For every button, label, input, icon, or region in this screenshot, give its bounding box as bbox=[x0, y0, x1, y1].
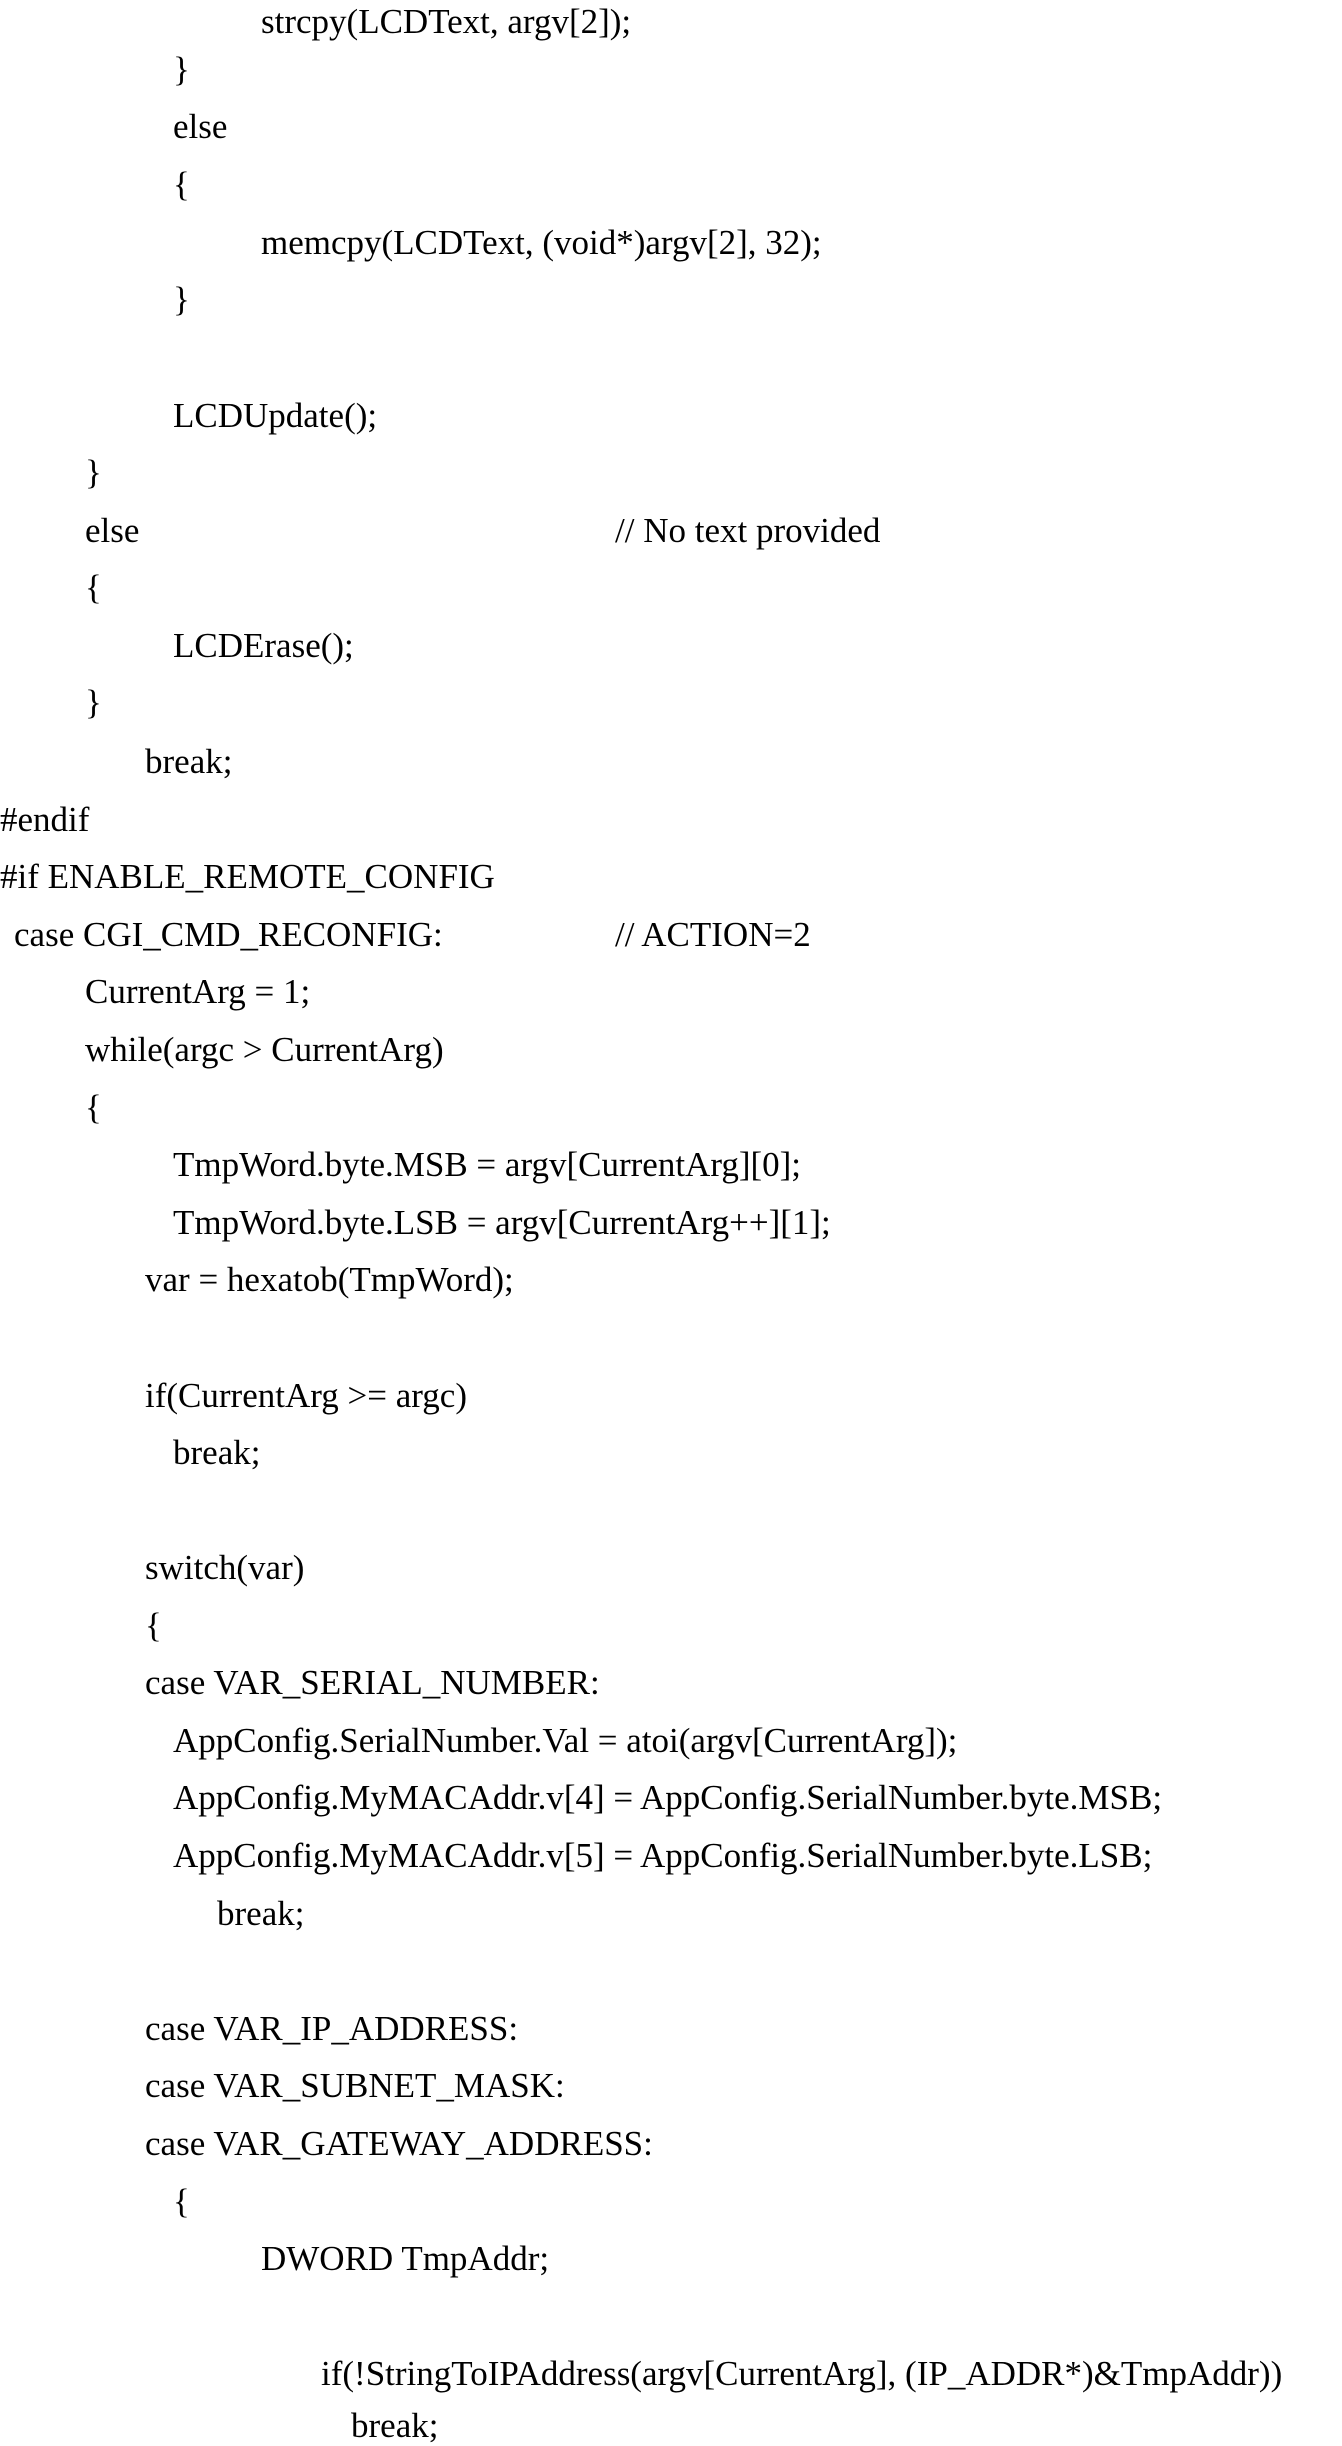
code-line: break; bbox=[351, 2406, 439, 2445]
code-line: { bbox=[173, 2182, 190, 2221]
code-line: else bbox=[173, 107, 228, 146]
code-line: switch(var) bbox=[145, 1548, 305, 1587]
code-line: { bbox=[145, 1606, 162, 1645]
code-line: break; bbox=[145, 742, 233, 781]
code-line: { bbox=[85, 1088, 102, 1127]
code-comment: // ACTION=2 bbox=[615, 915, 811, 954]
code-line: } bbox=[85, 453, 102, 492]
code-line: case VAR_IP_ADDRESS: bbox=[145, 2009, 519, 2048]
code-line: { bbox=[85, 568, 102, 607]
code-line: memcpy(LCDText, (void*)argv[2], 32); bbox=[261, 223, 822, 262]
code-line: #if ENABLE_REMOTE_CONFIG bbox=[0, 857, 495, 896]
code-line: } bbox=[85, 683, 102, 722]
code-line: LCDUpdate(); bbox=[173, 396, 378, 435]
code-line: } bbox=[173, 50, 190, 89]
code-line: case VAR_SUBNET_MASK: bbox=[145, 2066, 565, 2105]
code-comment: // No text provided bbox=[615, 511, 881, 550]
code-line: case CGI_CMD_RECONFIG: bbox=[14, 915, 443, 954]
code-line: else bbox=[85, 511, 140, 550]
code-line: case VAR_SERIAL_NUMBER: bbox=[145, 1663, 600, 1702]
code-line: break; bbox=[173, 1433, 261, 1472]
code-line: DWORD TmpAddr; bbox=[261, 2239, 550, 2278]
code-line: strcpy(LCDText, argv[2]); bbox=[261, 2, 632, 41]
code-line: AppConfig.MyMACAddr.v[4] = AppConfig.SerialNumber.byte.MSB; bbox=[173, 1778, 1163, 1817]
code-line: TmpWord.byte.LSB = argv[CurrentArg++][1]; bbox=[173, 1203, 831, 1242]
code-line: break; bbox=[217, 1894, 305, 1933]
code-line: TmpWord.byte.MSB = argv[CurrentArg][0]; bbox=[173, 1145, 802, 1184]
code-line: #endif bbox=[0, 800, 90, 839]
code-line: AppConfig.SerialNumber.Val = atoi(argv[CurrentArg]); bbox=[173, 1721, 958, 1760]
code-line: while(argc > CurrentArg) bbox=[85, 1030, 444, 1069]
code-line: { bbox=[173, 165, 190, 204]
code-line: if(!StringToIPAddress(argv[CurrentArg], (IP_ADDR*)&TmpAddr)) bbox=[321, 2354, 1283, 2393]
code-line: AppConfig.MyMACAddr.v[5] = AppConfig.SerialNumber.byte.LSB; bbox=[173, 1836, 1153, 1875]
code-line: if(CurrentArg >= argc) bbox=[145, 1376, 467, 1415]
code-line: CurrentArg = 1; bbox=[85, 972, 311, 1011]
code-line: case VAR_GATEWAY_ADDRESS: bbox=[145, 2124, 653, 2163]
code-line: } bbox=[173, 280, 190, 319]
code-line: LCDErase(); bbox=[173, 626, 354, 665]
code-line: var = hexatob(TmpWord); bbox=[145, 1260, 514, 1299]
